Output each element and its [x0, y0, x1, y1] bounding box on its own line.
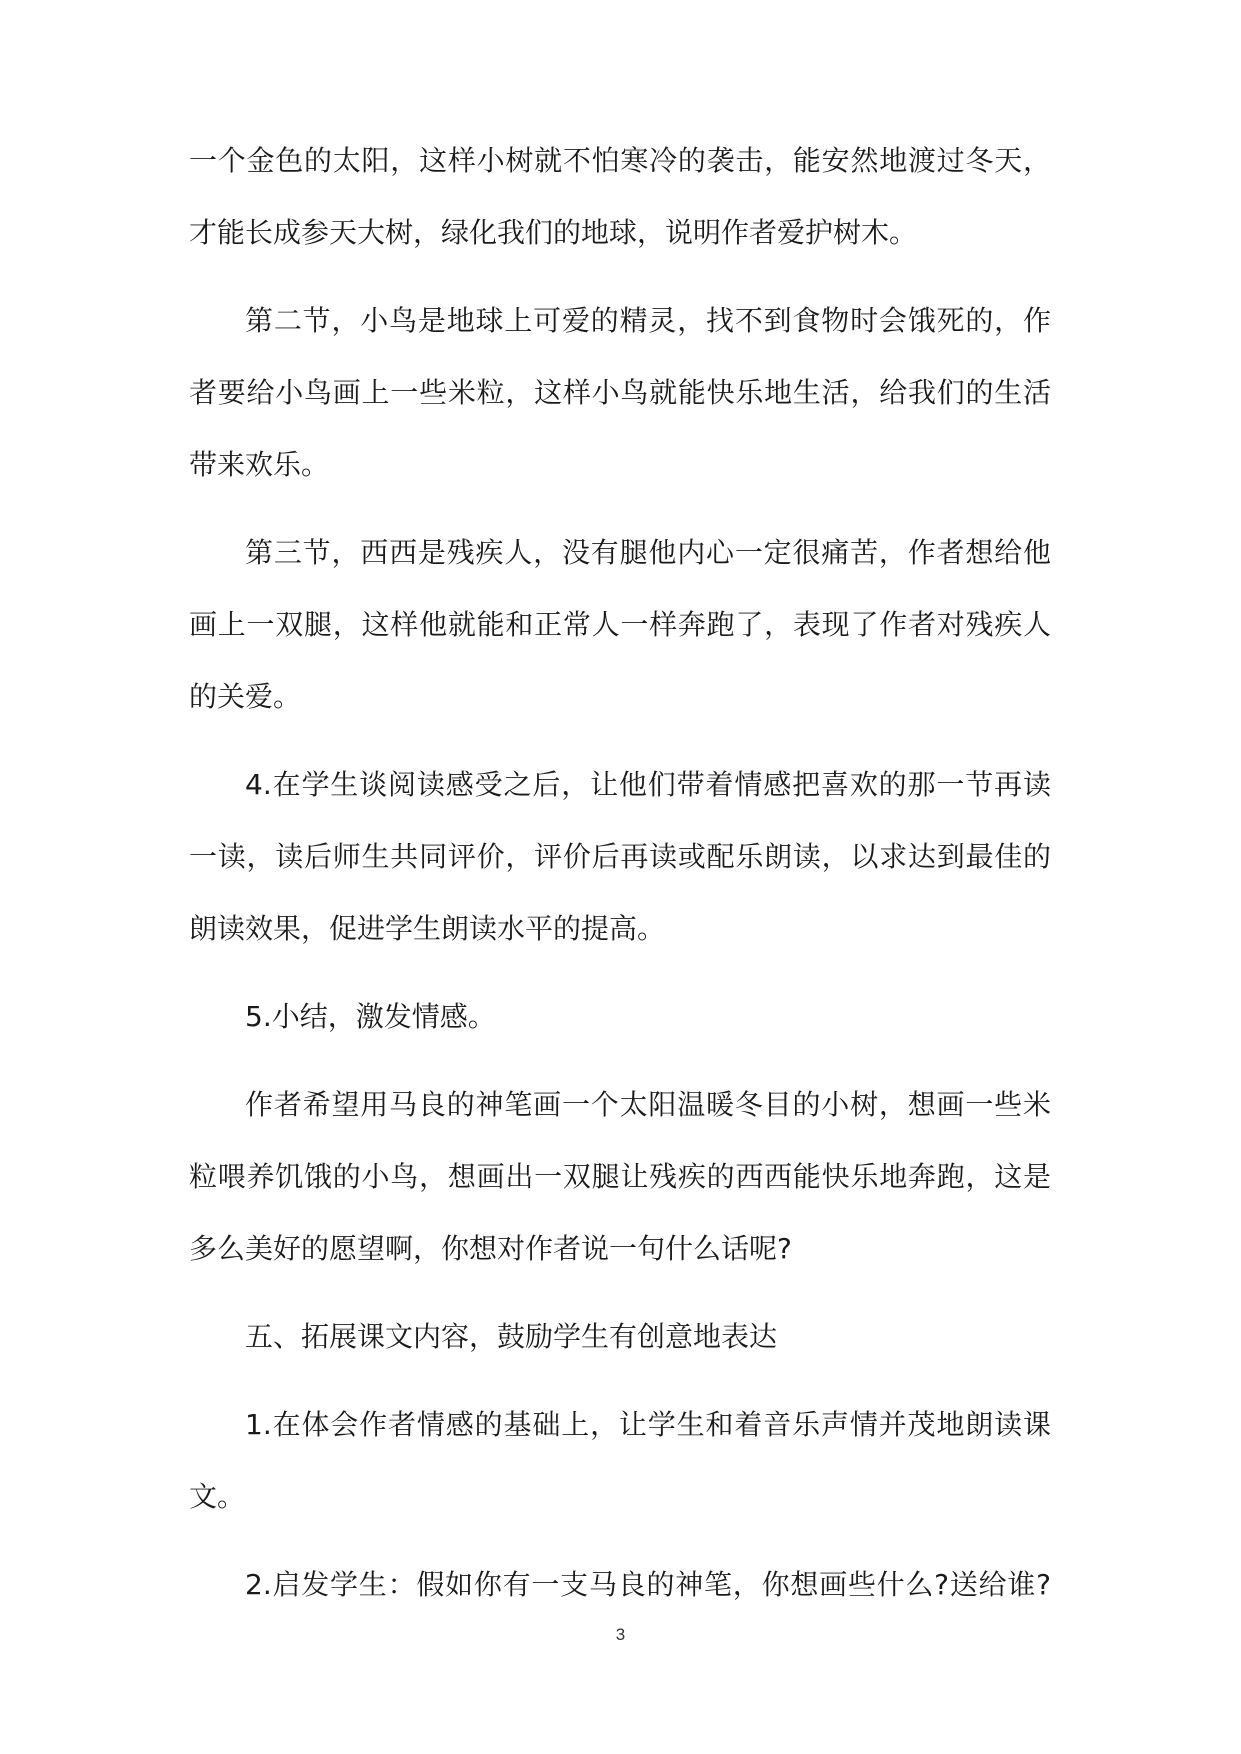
text-line: 朗读效果，促进学生朗读水平的提高。 — [189, 912, 666, 945]
paragraph-first-line: 作者希望用马良的神笔画一个太阳温暖冬目的小树，想画一些米 — [245, 1088, 1051, 1121]
text-line: 多么美好的愿望啊，你想对作者说一句什么话呢? — [189, 1232, 792, 1265]
paragraph-first-line: 4.在学生谈阅读感受之后，让他们带着情感把喜欢的那一节再读 — [245, 768, 1051, 801]
paragraph-first-line: 2.启发学生：假如你有一支马良的神笔，你想画些什么?送给谁? — [245, 1568, 1051, 1601]
text-line: 的关爱。 — [189, 680, 302, 713]
page-number: 3 — [615, 1625, 626, 1644]
paragraph-first-line: 第三节，西西是残疾人，没有腿他内心一定很痛苦，作者想给他 — [245, 536, 1051, 569]
text-line: 粒喂养饥饿的小鸟，想画出一双腿让残疾的西西能快乐地奔跑，这是 — [189, 1160, 1051, 1193]
paragraph-first-line: 1.在体会作者情感的基础上，让学生和着音乐声情并茂地朗读课 — [245, 1408, 1051, 1441]
text-line: 文。 — [189, 1480, 246, 1513]
text-line: 画上一双腿，这样他就能和正常人一样奔跑了，表现了作者对残疾人 — [189, 608, 1051, 641]
paragraph-first-line: 5.小结，激发情感。 — [245, 1000, 496, 1033]
text-line: 一个金色的太阳，这样小树就不怕寒冷的袭击，能安然地渡过冬天， — [189, 144, 1051, 177]
paragraph-first-line: 第二节，小鸟是地球上可爱的精灵，找不到食物时会饿死的，作 — [245, 304, 1051, 337]
text-line: 一读，读后师生共同评价，评价后再读或配乐朗读，以求达到最佳的 — [189, 840, 1051, 873]
text-line: 才能长成参天大树，绿化我们的地球，说明作者爱护树木。 — [189, 216, 918, 249]
text-line: 者要给小鸟画上一些米粒，这样小鸟就能快乐地生活，给我们的生活 — [189, 376, 1051, 409]
text-line: 带来欢乐。 — [189, 448, 330, 481]
section-heading: 五、拓展课文内容，鼓励学生有创意地表达 — [245, 1320, 778, 1353]
